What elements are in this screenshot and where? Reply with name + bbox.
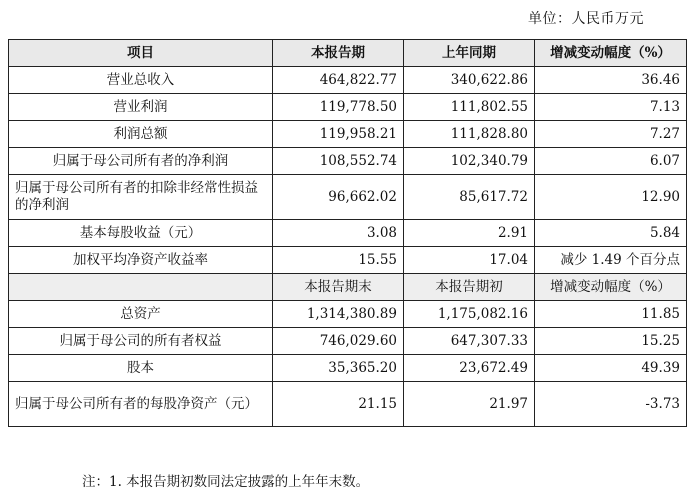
subheader-blank — [9, 274, 273, 301]
subheader-change-pct: 增减变动幅度（%） — [535, 274, 687, 301]
cell-period-start: 23,672.49 — [404, 355, 535, 382]
row-label: 营业利润 — [9, 94, 273, 121]
cell-period-end: 746,029.60 — [273, 328, 404, 355]
header-prior-period: 上年同期 — [404, 40, 535, 67]
cell-current: 464,822.77 — [273, 67, 404, 94]
table-row — [9, 355, 687, 382]
cell-change: 15.25 — [535, 328, 687, 355]
cell-prior: 17.04 — [404, 247, 535, 274]
cell-period-start: 647,307.33 — [404, 328, 535, 355]
table-row — [9, 382, 687, 427]
cell-current: 96,662.02 — [273, 175, 404, 220]
row-label: 加权平均净资产收益率 — [9, 247, 273, 274]
subheader-period-end: 本报告期末 — [273, 274, 404, 301]
row-label: 利润总额 — [9, 121, 273, 148]
cell-change: 减少 1.49 个百分点 — [535, 247, 687, 274]
cell-prior: 102,340.79 — [404, 148, 535, 175]
row-label: 归属于母公司所有者的扣除非经常性损益的净利润 — [9, 175, 273, 220]
unit-label: 单位：人民币万元 — [528, 11, 644, 27]
row-label: 归属于母公司所有者的每股净资产（元） — [9, 382, 273, 427]
table-row — [9, 328, 687, 355]
cell-prior: 111,802.55 — [404, 94, 535, 121]
cell-period-start: 21.97 — [404, 382, 535, 427]
cell-period-end: 35,365.20 — [273, 355, 404, 382]
table-row — [9, 301, 687, 328]
row-label: 营业总收入 — [9, 67, 273, 94]
cell-period-end: 1,314,380.89 — [273, 301, 404, 328]
row-label: 基本每股收益（元） — [9, 220, 273, 247]
table-row — [9, 121, 687, 148]
financial-summary-table — [8, 39, 687, 427]
cell-change: 11.85 — [535, 301, 687, 328]
cell-change: 49.39 — [535, 355, 687, 382]
row-label: 归属于母公司所有者的净利润 — [9, 148, 273, 175]
cell-current: 3.08 — [273, 220, 404, 247]
cell-prior: 85,617.72 — [404, 175, 535, 220]
cell-change: 7.13 — [535, 94, 687, 121]
cell-period-start: 1,175,082.16 — [404, 301, 535, 328]
cell-prior: 2.91 — [404, 220, 535, 247]
table-row — [9, 220, 687, 247]
table-header-row — [9, 40, 687, 67]
cell-change: -3.73 — [535, 382, 687, 427]
cell-current: 119,958.21 — [273, 121, 404, 148]
header-change-pct: 增减变动幅度（%） — [535, 40, 687, 67]
header-item: 项目 — [9, 40, 273, 67]
cell-current: 108,552.74 — [273, 148, 404, 175]
table-row — [9, 94, 687, 121]
table-subheader-row — [9, 274, 687, 301]
cell-prior: 340,622.86 — [404, 67, 535, 94]
subheader-period-start: 本报告期初 — [404, 274, 535, 301]
row-label: 归属于母公司的所有者权益 — [9, 328, 273, 355]
cell-change: 36.46 — [535, 67, 687, 94]
row-label: 总资产 — [9, 301, 273, 328]
cell-change: 7.27 — [535, 121, 687, 148]
cell-current: 119,778.50 — [273, 94, 404, 121]
table-row — [9, 175, 687, 220]
footnote: 注：1. 本报告期初数同法定披露的上年年末数。 — [82, 474, 370, 490]
cell-prior: 111,828.80 — [404, 121, 535, 148]
table-row — [9, 67, 687, 94]
cell-change: 6.07 — [535, 148, 687, 175]
header-current-period: 本报告期 — [273, 40, 404, 67]
row-label: 股本 — [9, 355, 273, 382]
cell-current: 15.55 — [273, 247, 404, 274]
cell-period-end: 21.15 — [273, 382, 404, 427]
table-row — [9, 148, 687, 175]
cell-change: 5.84 — [535, 220, 687, 247]
table-row — [9, 247, 687, 274]
cell-change: 12.90 — [535, 175, 687, 220]
